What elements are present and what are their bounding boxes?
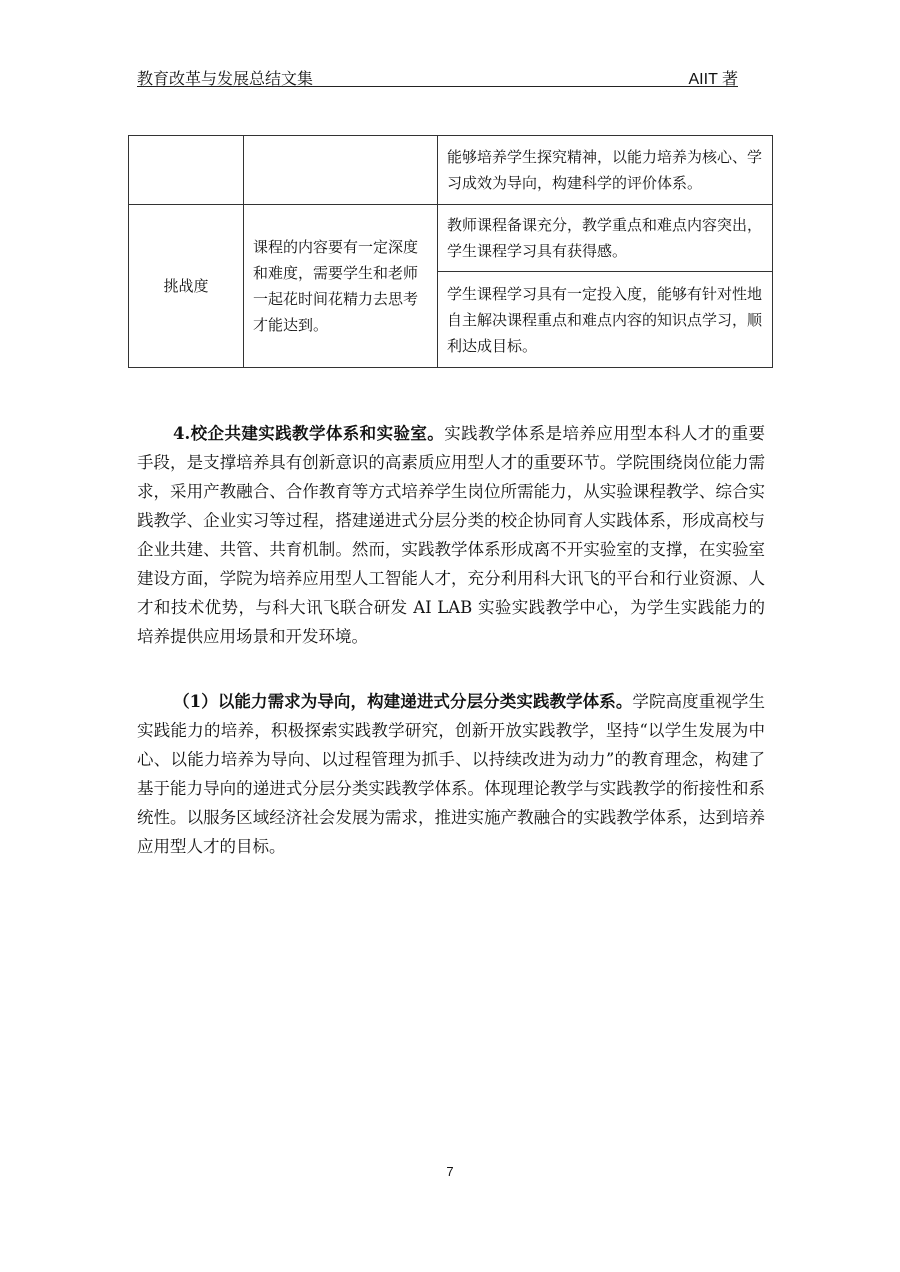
header-title: 教育改革与发展总结文集 bbox=[137, 69, 314, 88]
paragraph-body: 实践教学体系是培养应用型本科人才的重要手段，是支撑培养具有创新意识的高素质应用型人才的重要环节。学院围绕岗位能力需求，采用产教融合、合作教育等方式培养学生岗位所需能力，从实验课程教学、综合实践教学、企业实习等过程，搭建递进式分层分类的校企协同育人实践体系，形成高校与企业共建、共管、共育机制。然而，实践教学体系形成离不开实验室的支撑，在实验室建设方面，学院为培养应用型人工智能人才，充分利用科大讯飞的平台和行业资源、人才和技术优势，与科大讯飞联合研发 AI LAB 实验实践教学中心，为学生实践能力的培养提供应用场景和开发环境。 bbox=[137, 424, 765, 646]
paragraph-heading: （1）以能力需求为导向，构建递进式分层分类实践教学体系。 bbox=[173, 692, 633, 711]
challenge-criterion-cell: 学生课程学习具有一定投入度，能够有针对性地自主解决课程重点和难点内容的知识点学习，顺利达成目标。 bbox=[438, 272, 773, 368]
header-author: AIIT 著 bbox=[688, 71, 738, 88]
table-cell: 能够培养学生探究精神，以能力培养为核心、学习成效为导向，构建科学的评价体系。 bbox=[438, 136, 773, 205]
challenge-criterion-cell: 教师课程备课充分，教学重点和难点内容突出，学生课程学习具有获得感。 bbox=[438, 205, 773, 272]
table-cell bbox=[129, 136, 244, 205]
paragraph-practice-system bbox=[137, 687, 765, 861]
page-header bbox=[137, 66, 738, 87]
evaluation-table bbox=[128, 135, 773, 368]
table-cell bbox=[244, 136, 438, 205]
table-row bbox=[129, 136, 773, 205]
paragraph-body: 学院高度重视学生实践能力的培养，积极探索实践教学研究，创新开放实践教学，坚持“以学生发展为中心、以能力培养为导向、以过程管理为抓手、以持续改进为动力”的教育理念，构建了基于能力导向的递进式分层分类实践教学体系。体现理论教学与实践教学的衔接性和系统性。以服务区域经济社会发展为需求，推进实施产教融合的实践教学体系，达到培养应用型人才的目标。 bbox=[137, 692, 766, 856]
table-row bbox=[129, 205, 773, 272]
page-number: 7 bbox=[446, 1164, 454, 1179]
paragraph-lab-co-construction bbox=[137, 419, 765, 651]
challenge-description-cell: 课程的内容要有一定深度和难度，需要学生和老师一起花时间花精力去思考才能达到。 bbox=[244, 205, 438, 368]
challenge-label-cell: 挑战度 bbox=[129, 205, 244, 368]
paragraph-heading: 4.校企共建实践教学体系和实验室。 bbox=[173, 424, 445, 443]
